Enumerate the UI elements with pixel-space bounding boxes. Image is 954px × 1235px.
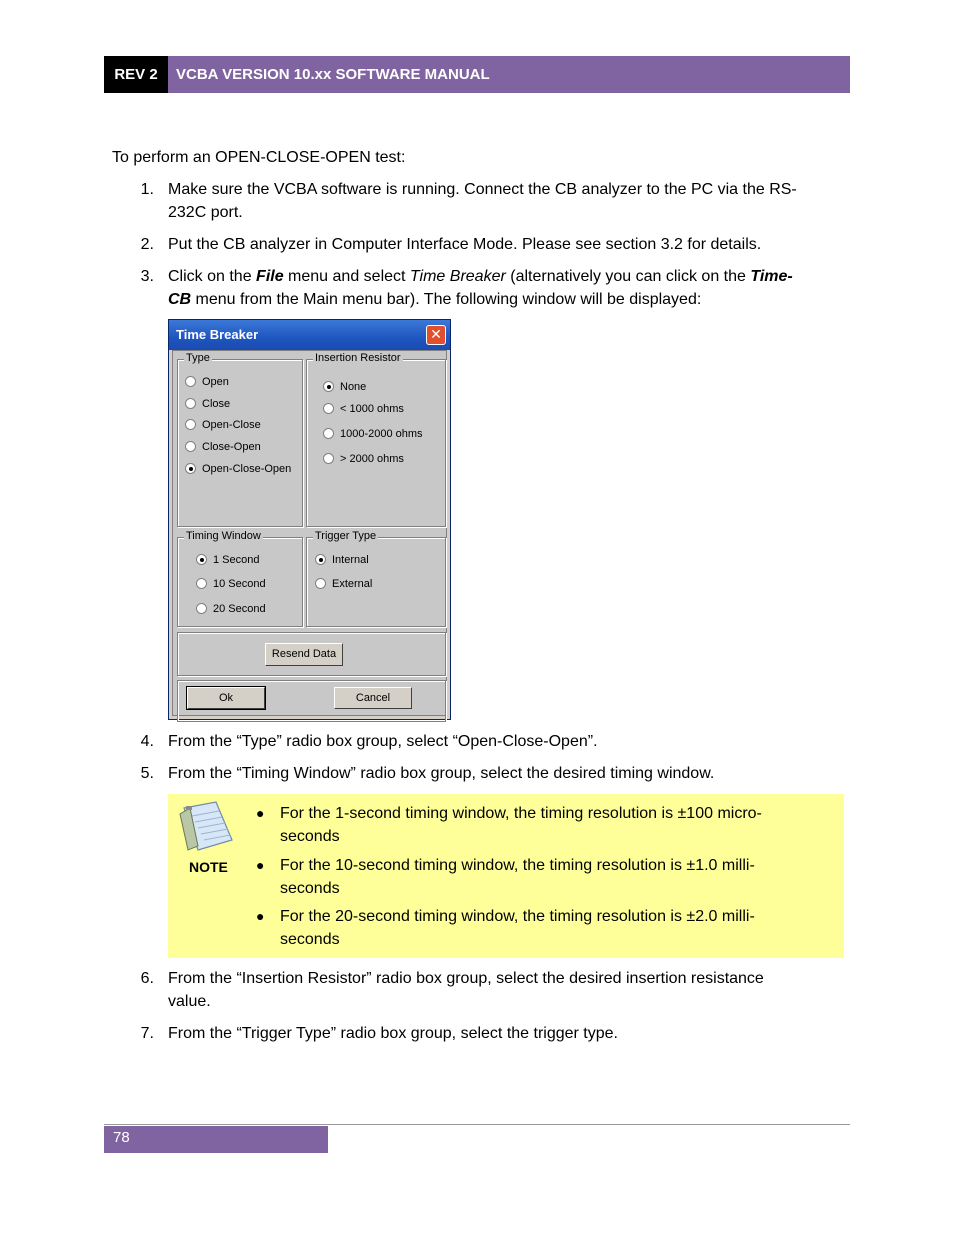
radio-resistor-lt1000[interactable] [323,403,404,417]
step-5-number: 5. [140,765,154,782]
file-menu-ref: File [256,268,284,285]
step-3-number: 3. [140,268,154,285]
radio-trigger-external[interactable] [315,578,372,592]
radio-label: 10 Second [213,578,266,590]
insertion-resistor-group [306,352,446,527]
step-6-number: 6. [140,970,154,987]
radio-icon [323,403,334,414]
radio-icon [185,398,196,409]
close-icon[interactable]: ✕ [426,325,446,345]
radio-selected-icon [323,381,334,392]
type-group-label: Type [186,352,210,364]
time-breaker-dialog [168,319,451,720]
radio-selected-icon [196,554,207,565]
radio-selected-icon [185,463,196,474]
radio-label: Close [202,398,231,410]
radio-timing-10s[interactable] [196,578,266,592]
resend-data-button[interactable]: Resend Data [265,643,343,666]
cancel-button[interactable]: Cancel [334,687,412,709]
trigger-type-group [306,530,446,627]
step-2-line1: Put the CB analyzer in Computer Interface Mode. Please see section 3.2 for details. [168,236,762,253]
step-4-number: 4. [140,733,154,750]
radio-icon [315,578,326,589]
step-3-text [168,265,838,311]
radio-type-open-close[interactable] [185,419,261,433]
radio-label: Open-Close-Open [202,463,292,475]
step-7-line1: From the “Trigger Type” radio box group, select the trigger type. [168,1025,618,1042]
page-header [104,56,850,93]
radio-icon [323,453,334,464]
radio-type-open[interactable] [185,376,229,390]
page-number: 78 [104,1126,328,1153]
note-bullet-2-line2: seconds [280,880,340,897]
radio-label: Close-Open [202,441,261,453]
radio-icon [185,441,196,452]
step-1-number: 1. [140,181,154,198]
step-1-line1: Make sure the VCBA software is running. Connect the CB analyzer to the PC via the RS- [168,181,797,198]
radio-resistor-gt2000[interactable] [323,453,404,467]
step-3-part: menu from the Main menu bar). The following window will be displayed: [191,291,702,308]
notepad-icon [178,800,236,854]
note-bullet-1-line1: For the 1-second timing window, the timing resolution is ±100 micro- [280,805,762,822]
radio-label: 20 Second [213,603,266,615]
radio-label: < 1000 ohms [340,403,404,415]
bullet-dot: ● [256,908,265,924]
step-4-line1: From the “Type” radio box group, select “Open-Close-Open”. [168,733,598,750]
note-bullet-3-line2: seconds [280,931,340,948]
bullet-dot: ● [256,805,265,821]
radio-selected-icon [315,554,326,565]
time-cb-ref: Time- [750,268,793,285]
radio-icon [196,578,207,589]
time-breaker-ref: Time Breaker [409,268,506,285]
radio-timing-1s[interactable] [196,554,259,568]
step-6-line2: value. [168,993,211,1010]
step-1-line2: 232C port. [168,204,243,221]
radio-icon [196,603,207,614]
intro-text: To perform an OPEN-CLOSE-OPEN test: [112,149,406,166]
note-bullet-1-line2: seconds [280,828,340,845]
step-6-line1: From the “Insertion Resistor” radio box group, select the desired insertion resistance [168,970,764,987]
note-label: NOTE [189,859,228,875]
radio-timing-20s[interactable] [196,603,266,617]
footer-divider [104,1124,850,1125]
insertion-resistor-label: Insertion Resistor [315,352,401,364]
resend-panel [177,632,446,676]
radio-label: Internal [332,554,369,566]
step-3-part: (alternatively you can click on the [505,268,751,285]
step-3-part: menu and select [283,268,410,285]
radio-label: Open-Close [202,419,261,431]
radio-icon [185,419,196,430]
bullet-dot: ● [256,857,265,873]
note-bullet-3-line1: For the 20-second timing window, the timing resolution is ±2.0 milli- [280,908,755,925]
radio-label: 1000-2000 ohms [340,428,423,440]
radio-type-close[interactable] [185,398,230,412]
radio-label: > 2000 ohms [340,453,404,465]
radio-label: 1 Second [213,554,260,566]
radio-label: External [332,578,373,590]
manual-title: VCBA VERSION 10.xx SOFTWARE MANUAL [168,56,850,93]
radio-type-close-open[interactable] [185,441,261,455]
note-bullet-2-line1: For the 10-second timing window, the timing resolution is ±1.0 milli- [280,857,755,874]
radio-resistor-1000-2000[interactable] [323,428,423,442]
trigger-type-label: Trigger Type [315,530,377,542]
radio-resistor-none[interactable] [323,381,366,395]
dialog-title: Time Breaker [176,327,259,342]
revision-label: REV 2 [104,56,168,93]
step-7-number: 7. [140,1025,154,1042]
timing-window-label: Timing Window [186,530,261,542]
radio-label: Open [202,376,229,388]
radio-label: None [340,381,367,393]
step-2-number: 2. [140,236,154,253]
type-group [177,352,303,527]
dialog-titlebar [169,320,450,350]
ok-cancel-panel [177,680,446,722]
dialog-body [172,350,447,716]
timing-window-group [177,530,303,627]
step-3-part: Click on the [168,268,257,285]
radio-trigger-internal[interactable] [315,554,369,568]
radio-icon [185,376,196,387]
radio-type-open-close-open[interactable] [185,463,291,477]
radio-icon [323,428,334,439]
time-cb-ref-2: CB [168,291,192,308]
ok-button[interactable]: Ok [187,687,265,709]
step-5-line1: From the “Timing Window” radio box group, select the desired timing window. [168,765,715,782]
